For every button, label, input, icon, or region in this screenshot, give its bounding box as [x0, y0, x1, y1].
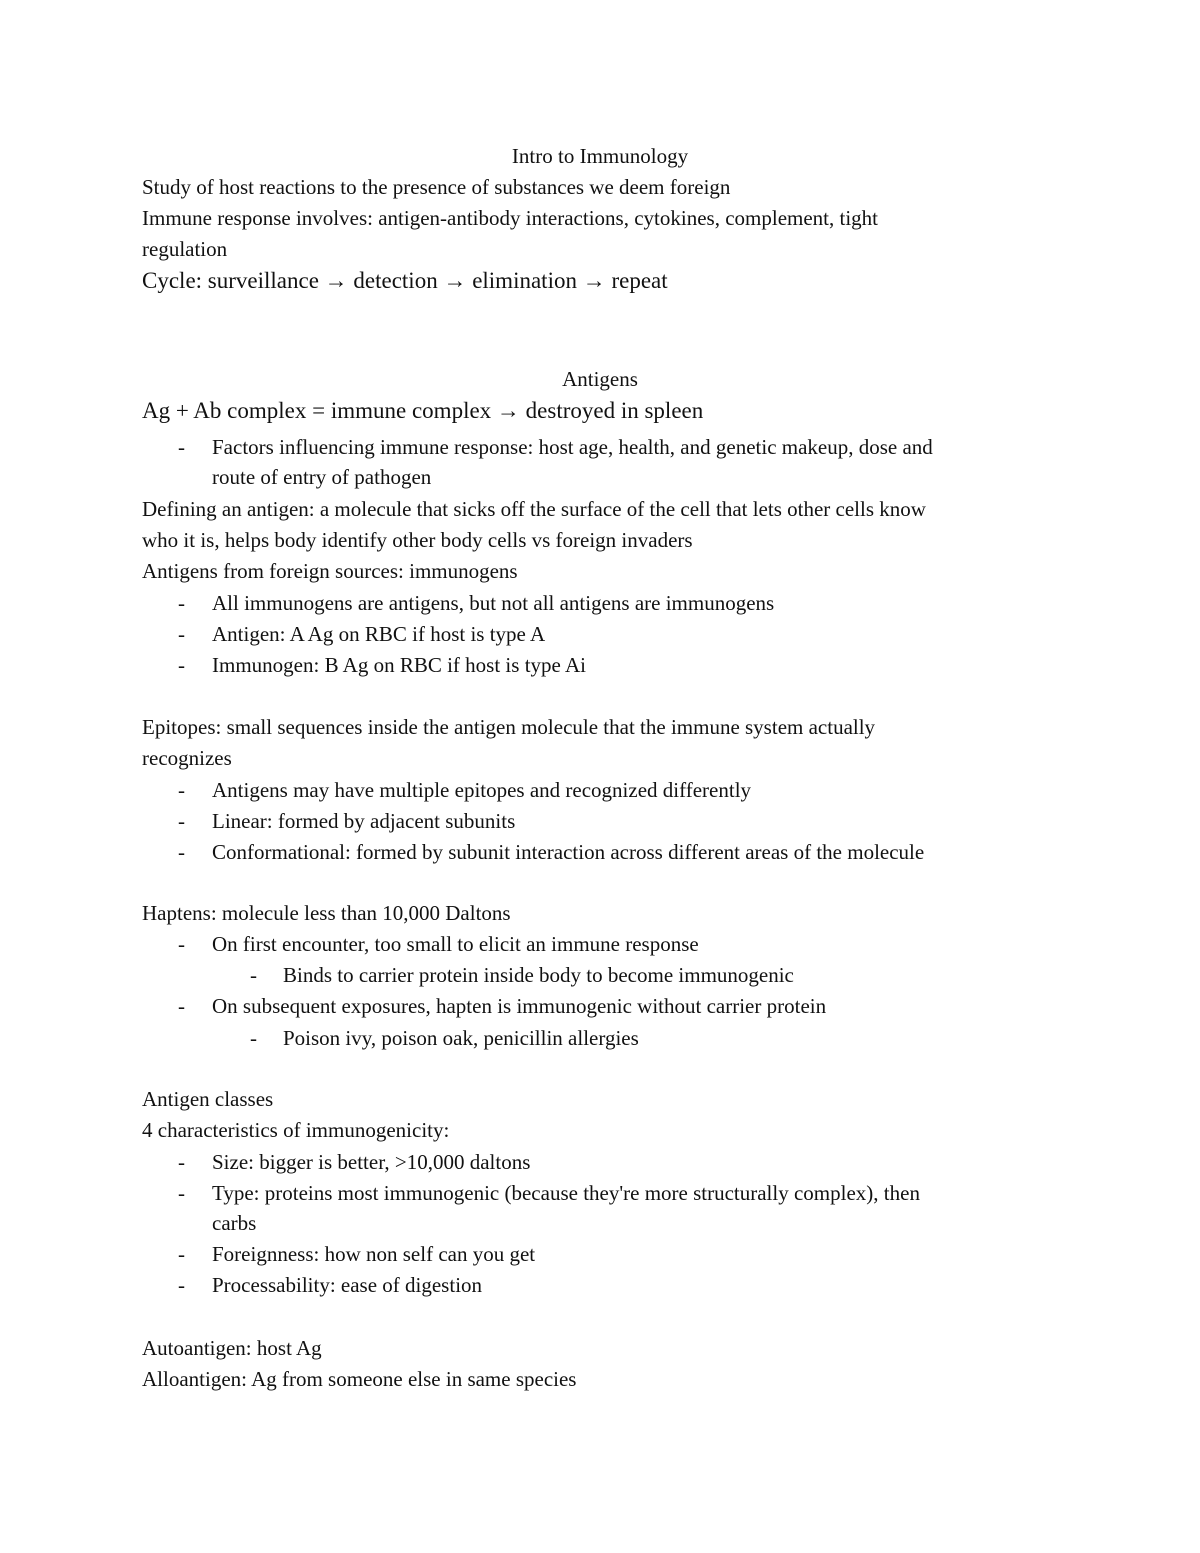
bullet-dash: -: [178, 435, 185, 459]
list-item: carbs: [212, 1211, 257, 1235]
list-item: route of entry of pathogen: [212, 465, 432, 489]
intro-line: Immune response involves: antigen-antibody interactions, cytokines, complement, tight: [142, 206, 879, 230]
list-item: Antigens may have multiple epitopes and recognized differently: [212, 778, 752, 802]
bullet-dash: -: [178, 809, 185, 833]
list-item: Binds to carrier protein inside body to become immunogenic: [283, 963, 794, 987]
list-item: On subsequent exposures, hapten is immunogenic without carrier protein: [212, 994, 827, 1018]
text-line: Haptens: molecule less than 10,000 Daltons: [142, 901, 511, 925]
bullet-dash: -: [178, 591, 185, 615]
list-item: Size: bigger is better, >10,000 daltons: [212, 1150, 531, 1174]
list-item: On first encounter, too small to elicit an immune response: [212, 932, 699, 956]
text-line: Antigens from foreign sources: immunogens: [142, 559, 518, 583]
section-heading-antigens: Antigens: [562, 367, 638, 391]
text-line: Autoantigen: host Ag: [142, 1336, 322, 1360]
bullet-dash: -: [178, 1181, 185, 1205]
bullet-dash: -: [178, 994, 185, 1018]
text-line: Alloantigen: Ag from someone else in same species: [142, 1367, 577, 1391]
text-line: who it is, helps body identify other body cells vs foreign invaders: [142, 528, 693, 552]
intro-line: regulation: [142, 237, 228, 261]
bullet-dash: -: [178, 778, 185, 802]
list-item: Conformational: formed by subunit interaction across different areas of the molecule: [212, 840, 925, 864]
text-line: Antigen classes: [142, 1087, 274, 1111]
bullet-dash: -: [178, 622, 185, 646]
list-item: Foreignness: how non self can you get: [212, 1242, 536, 1266]
text-line: Epitopes: small sequences inside the antigen molecule that the immune system actually: [142, 715, 876, 739]
text-line: recognizes: [142, 746, 232, 770]
cycle-line: Cycle: surveillance → detection → elimination → repeat: [142, 268, 668, 293]
bullet-dash: -: [178, 932, 185, 956]
list-item: All immunogens are antigens, but not all antigens are immunogens: [212, 591, 775, 615]
bullet-dash: -: [178, 840, 185, 864]
list-item: Antigen: A Ag on RBC if host is type A: [212, 622, 546, 646]
immune-complex-line: Ag + Ab complex = immune complex → destroyed in spleen: [142, 398, 704, 423]
bullet-dash: -: [178, 653, 185, 677]
list-item: Processability: ease of digestion: [212, 1273, 483, 1297]
text-line: 4 characteristics of immunogenicity:: [142, 1118, 450, 1142]
bullet-dash: -: [250, 963, 257, 987]
list-item: Immunogen: B Ag on RBC if host is type Ai: [212, 653, 586, 677]
list-item: Factors influencing immune response: host age, health, and genetic makeup, dose and: [212, 435, 933, 459]
list-item: Linear: formed by adjacent subunits: [212, 809, 516, 833]
bullet-dash: -: [250, 1026, 257, 1050]
bullet-dash: -: [178, 1150, 185, 1174]
list-item: Type: proteins most immunogenic (because they're more structurally complex), then: [212, 1181, 920, 1205]
page-title: Intro to Immunology: [511, 144, 689, 168]
text-line: Defining an antigen: a molecule that sicks off the surface of the cell that lets other cells know: [142, 497, 926, 521]
bullet-dash: -: [178, 1242, 185, 1266]
list-item: Poison ivy, poison oak, penicillin allergies: [283, 1026, 639, 1050]
intro-line: Study of host reactions to the presence of substances we deem foreign: [142, 175, 731, 199]
bullet-dash: -: [178, 1273, 185, 1297]
